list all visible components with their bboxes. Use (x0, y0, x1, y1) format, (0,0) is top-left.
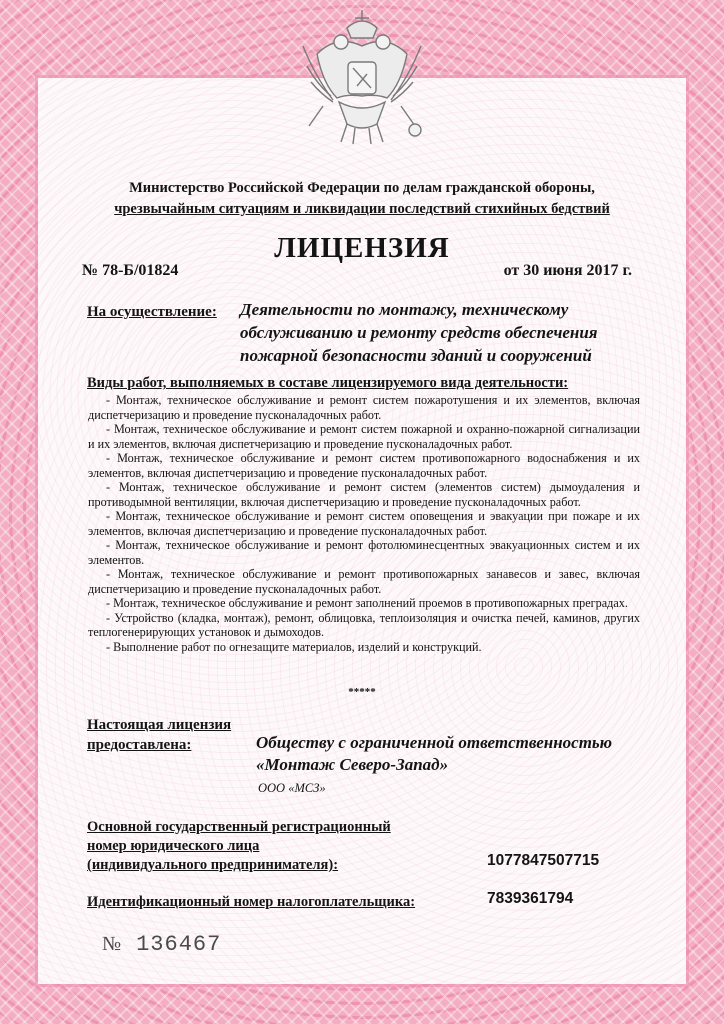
serial-number (102, 932, 221, 957)
document-title: ЛИЦЕНЗИЯ (274, 232, 450, 264)
granted-label-2: предоставлена: (87, 737, 192, 753)
ogrn-label-line-3: (индивидуального предпринимателя): (87, 857, 339, 873)
inn-value: 7839361794 (487, 890, 574, 907)
activity-label: На осуществление: (87, 304, 217, 320)
organization-full-name: Обществу с ограниченной ответственностью «Монтаж Северо-Запад» (256, 733, 613, 774)
work-item: - Устройство (кладка, монтаж), ремонт, облицовка, теплоизоляция и очистка печей, каминов, других теплогенерирующих установок и дымоходов. (88, 610, 640, 639)
inn-label: Идентификационный номер налогоплательщика: (87, 894, 416, 910)
number-sign: № (102, 933, 123, 955)
work-item: - Монтаж, техническое обслуживание и ремонт систем противопожарного водоснабжения и их элементов, включая диспетчеризацию и проведение пусконаладочных работ. (88, 451, 640, 480)
work-item: - Монтаж, техническое обслуживание и ремонт систем оповещения и эвакуации при пожаре и их элементов, включая диспетчеризацию и проведение пусконаладочных работ. (88, 509, 640, 538)
license-date: от 30 июня 2017 г. (503, 262, 632, 279)
work-item: - Монтаж, техническое обслуживание и ремонт систем пожарной и охранно-пожарной сигнализации и их элементов, включая диспетчеризацию и проведение пусконаладочных работ. (88, 422, 640, 451)
work-item: - Монтаж, техническое обслуживание и ремонт противопожарных занавесов и завес, включая диспетчеризацию и проведение пусконаладочных работ. (88, 567, 640, 596)
work-item: - Монтаж, техническое обслуживание и ремонт заполнений проемов в противопожарных преградах. (106, 596, 628, 610)
license-number: № 78-Б/01824 (82, 262, 179, 279)
ministry-line-1: Министерство Российской Федерации по делам гражданской обороны, (129, 180, 595, 196)
ministry-line-2: чрезвычайным ситуациям и ликвидации последствий стихийных бедствий (114, 201, 610, 217)
work-item: - Монтаж, техническое обслуживание и ремонт систем пожаротушения и их элементов, включая диспетчеризацию и проведение пусконаладочных работ. (88, 393, 640, 422)
stars-separator: ***** (348, 686, 376, 698)
work-item: - Монтаж, техническое обслуживание и ремонт фотолюминесцентных эвакуационных систем и их элементов. (88, 538, 640, 567)
ogrn-label-line-1: Основной государственный регистрационный (87, 819, 391, 835)
eagle-emblem-icon (297, 6, 427, 156)
works-heading: Виды работ, выполняемых в составе лицензируемого вида деятельности: (87, 375, 569, 391)
works-list (88, 393, 640, 654)
work-item: - Монтаж, техническое обслуживание и ремонт систем (элементов систем) дымоудаления и противодымной вентиляции, включая диспетчеризацию и проведение пусконаладочных работ. (88, 480, 640, 509)
serial-digits: 136467 (136, 932, 222, 957)
granted-label-1: Настоящая лицензия (87, 717, 232, 733)
ministry-heading (60, 178, 664, 220)
ogrn-label-line-2: номер юридического лица (87, 838, 260, 854)
work-item: - Выполнение работ по огнезащите материалов, изделий и конструкций. (106, 639, 482, 654)
activity-text: Деятельности по монтажу, техническому обслуживанию и ремонту средств обеспечения пожарной безопасности зданий и сооружений (240, 300, 598, 365)
organization-short-name: ООО «МСЗ» (258, 781, 326, 795)
ogrn-label (87, 818, 391, 875)
ogrn-value: 1077847507715 (487, 852, 600, 869)
